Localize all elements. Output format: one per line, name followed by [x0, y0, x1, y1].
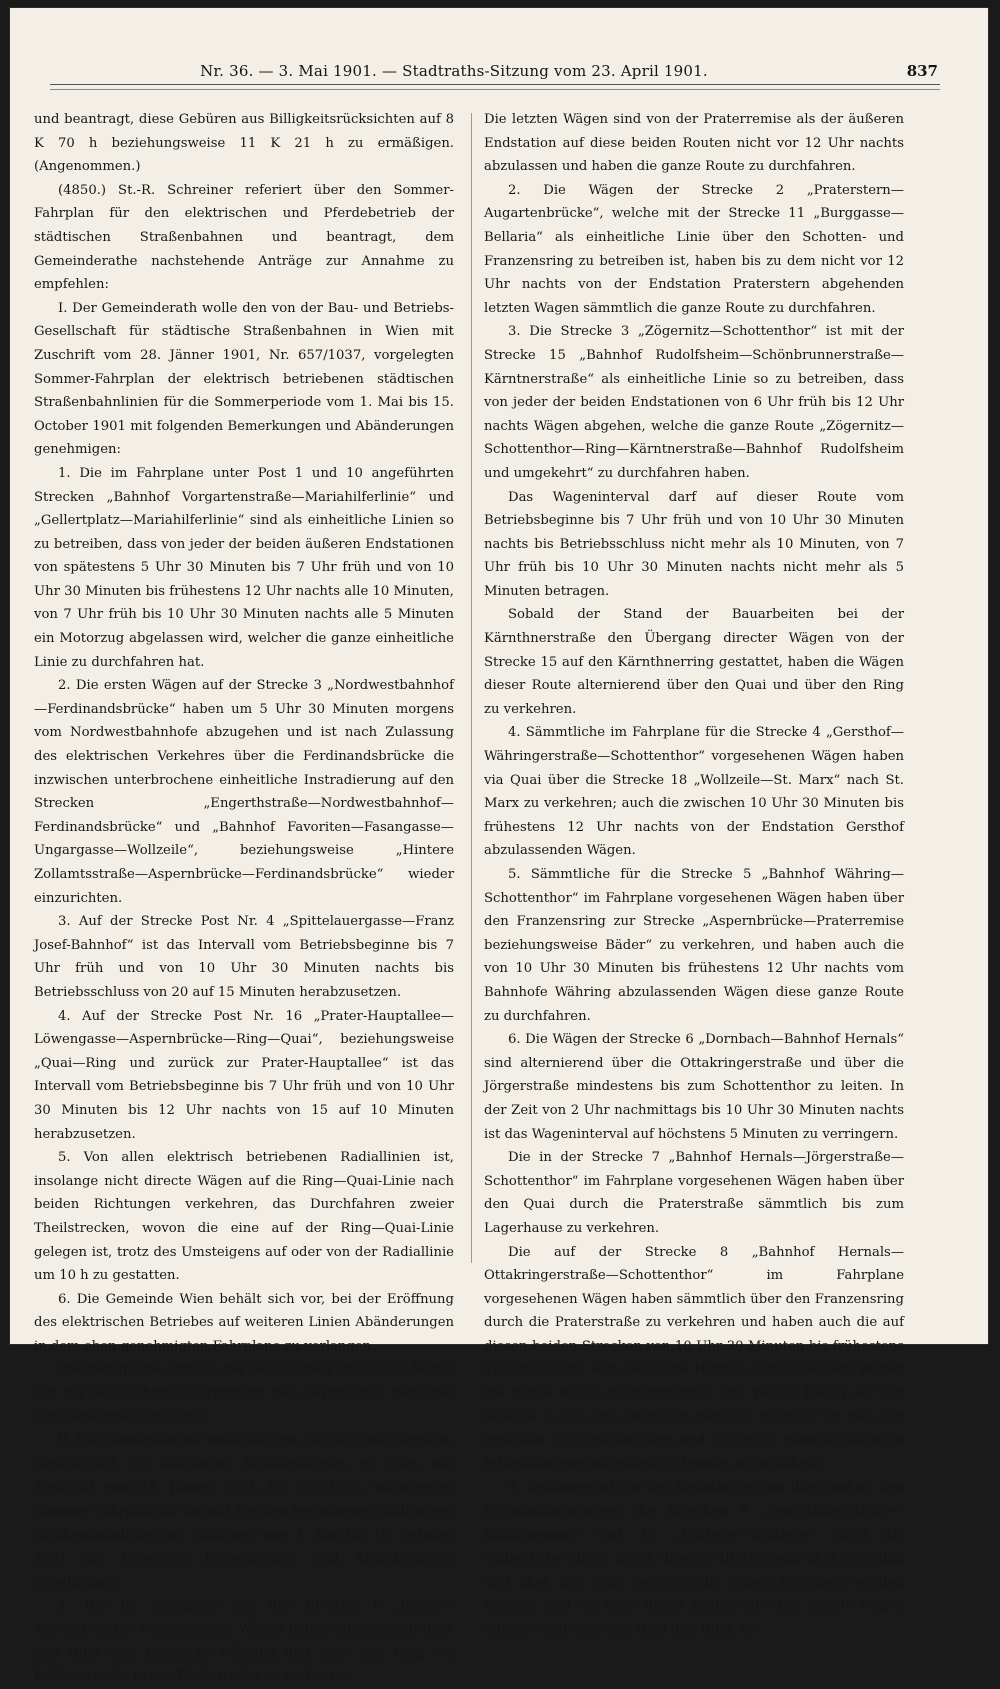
paragraph: und beantragt, diese Gebüren aus Billigkeitsrücksichten auf 8 K 70 h beziehungsweise 11 K 21 h zu ermäßigen. (Angenommen.)	[34, 112, 454, 175]
page-number: 837	[906, 62, 938, 80]
paragraph: 1. Die im Fahrplane auf der Strecke 1 „Bäder—Aspernbrücke“ vorgesehenen Wägen haben alternierend über den Quai zum Bahnhofe Währing und über den Ring via Bellariastraße in die Thaliastraße zu verkehren.	[34, 1598, 454, 1685]
paragraph: 6. Die Gemeinde Wien behält sich vor, bei der Eröffnung des elektrischen Betriebes auf weiteren Linien Abänderungen in dem oben genehmigten Fahrplane zu verlangen.	[34, 1291, 454, 1354]
newspaper-page	[10, 8, 988, 1685]
paragraph: 2. Die Wägen der Strecke 2 „Praterstern—Augartenbrücke“, welche mit der Strecke 11 „Burggasse—Bellaria“ als einheitliche Linie über den Schotten- und Franzensring zu betreiben ist, haben bis zu dem nicht vor 12 Uhr nachts von der Endstation Praterstern abgehenden letzten Wagen sämmtlich die ganze Route zu durchfahren.	[484, 182, 904, 316]
paragraph: 2. Die ersten Wägen auf der Strecke 3 „Nordwestbahnhof—Ferdinandsbrücke“ haben um 5 Uhr 30 Minuten morgens vom Nordwestbahnhofe abzugehen und ist nach Zulassung des elektrischen Verkehres über die Ferdinandsbrücke die inzwischen unterbrochene einheitliche Instradierung auf den Strecken „Engerthstraße—Nordwestbahnhof—Ferdinandsbrücke“ und „Bahnhof Favoriten—Fasangasse—Ungargasse—Wollzeile“, beziehungsweise „Hintere Zollamtsstraße—Aspernbrücke—Ferdinandsbrücke“ wieder einzurichten.	[34, 678, 454, 906]
paragraph: I. Der Gemeinderath wolle den von der Bau- und Betriebs-Gesellschaft für städtische Straßenbahnen in Wien mit Zuschrift vom 28. Jänner 1901, Nr. 657/1037, vorgelegten Sommer-Fahrplan der elektrisch betriebenen städtischen Straßenbahnlinien für die Sommerperiode vom 1. Mai bis 15. October 1901 mit folgenden Bemerkungen und Abänderungen genehmigen:	[34, 300, 454, 458]
paragraph: 3. Auf der Strecke Post Nr. 4 „Spittelauergasse—Franz Josef-Bahnhof“ ist das Intervall vom Betriebsbeginne bis 7 Uhr früh und von 10 Uhr 30 Minuten nachts bis Betriebsschluss von 20 auf 15 Minuten herabzusetzen.	[34, 914, 454, 1000]
paragraph: Sobald der Stand der Bauarbeiten bei der Kärnthnerstraße den Übergang directer Wägen von der Strecke 15 auf den Kärnthnerring gestattet, haben die Wägen dieser Route alternierend über den Quai und über den Ring zu verkehren.	[484, 607, 904, 717]
paragraph: (4850.) St.-R. Schreiner referiert über den Sommer-Fahrplan für den elektrischen und Pferdebetrieb der städtischen Straßenbahnen und beantragt, dem Gemeinderathe nachstehende Anträge zur Annahme zu empfehlen:	[34, 182, 454, 293]
paragraph: 3. Die Strecke 3 „Zögernitz—Schottenthor“ ist mit der Strecke 15 „Bahnhof Rudolfsheim—Schönbrunnerstraße—Kärntnerstraße“ als einheitliche Linie so zu betreiben, dass von jeder der beiden Endstationen von 6 Uhr früh bis 12 Uhr nachts Wägen abgehen, welche die ganze Route „Zögernitz—Schottenthor—Ring—Kärntnerstraße—Bahnhof Rudolfsheim und umgekehrt“ zu durchfahren haben.	[484, 324, 904, 481]
paragraph: 4. Auf der Strecke Post Nr. 16 „Prater-Hauptallee—Löwengasse—Aspernbrücke—Ring—Quai“, beziehungsweise „Quai—Ring und zurück zur Prater-Hauptallee“ ist das Intervall vom Betriebsbeginne bis 7 Uhr früh und von 10 Uhr 30 Minuten bis 12 Uhr nachts von 15 auf 10 Minuten herabzusetzen.	[34, 1008, 454, 1142]
header-rule	[50, 84, 940, 90]
paragraph: 7. Insolange infolge der Bauarbeiten am Ring und an den Einmündungscurven die Strecken 9 „Josefstädterstraße—Stadiongasse“ und 19 „Erdberg—Wollzeile“ nicht als einheitliche Linien durch directe, alternierend über den Ring und über den Quai verkehrende Wägen betrieben werden können, sind von einer dieser beiden Strecken directe Wägen alternierend über den Quai und Ring, be-	[484, 1480, 904, 1637]
paragraph: Die letzten Wägen sind von der Praterremise als der äußeren Endstation auf diese beiden Routen nicht vor 12 Uhr nachts abzulassen und haben die ganze Route zu durchfahren.	[484, 112, 904, 175]
paragraph: 5. Sämmtliche für die Strecke 5 „Bahnhof Währing—Schottenthor“ im Fahrplane vorgesehenen Wägen haben über den Franzensring zur Strecke „Aspernbrücke—Praterremise beziehungsweise Bäder“ zu verkehren, und haben auch die von 10 Uhr 30 Minuten bis frühestens 12 Uhr nachts vom Bahnhofe Währing abzulassenden Wägen diese ganze Route zu durchfahren.	[484, 867, 904, 1024]
paragraph: 5. Von allen elektrisch betriebenen Radiallinien ist, insolange nicht directe Wägen auf die Ring—Quai-Linie nach beiden Richtungen verkehren, das Durchfahren zweier Theilstrecken, wovon die eine auf der Ring—Quai-Linie gelegen ist, trotz des Umsteigens auf oder von der Radiallinie um 10 h zu gestatten.	[34, 1150, 454, 1284]
paragraph: 1. Die im Fahrplane unter Post 1 und 10 angeführten Strecken „Bahnhof Vorgartenstraße—Mariahilferlinie“ und „Gellertplatz—Mariahilferlinie“ sind als einheitliche Linien so zu betreiben, dass von jeder der beiden äußeren Endstationen von spätestens 5 Uhr 30 Minuten bis 7 Uhr früh und von 10 Uhr 30 Minuten bis frühestens 12 Uhr nachts alle 10 Minuten, von 7 Uhr früh bis 10 Uhr 30 Minuten nachts alle 5 Minuten ein Motorzug abgelassen wird, welcher die ganze einheitliche Linie zu durchfahren hat.	[34, 465, 454, 670]
right-column	[484, 108, 904, 1637]
left-column	[34, 108, 454, 1685]
paragraph: 4. Sämmtliche im Fahrplane für die Strecke 4 „Gersthof—Währingerstraße—Schottenthor“ vorgesehenen Wägen haben via Quai über die Strecke 18 „Wollzeile—St. Marx“ nach St. Marx zu verkehren; auch die zwischen 10 Uhr 30 Minuten bis frühestens 12 Uhr nachts von der Endstation Gersthof abzulassenden Wägen.	[484, 725, 904, 859]
paragraph: Die auf der Strecke 8 „Bahnhof Hernals—Ottakringerstraße—Schottenthor“ im Fahrplane vorgesehenen Wägen haben sämmtlich über den Franzensring durch die Praterstraße zu verkehren und haben auch die auf diesen beiden Strecken von 10 Uhr 30 Minuten bis frühestens 12 Uhr nachts vom Bahnhofe Hernals abzulassenden Wägen die ganze Route zu durchfahren. Die Wägen haben auf der Strecke 6, das ist „Dornbach-Bahnhof Hernals“ in der Zeit zwischen 2 Uhr nachmittags und 10 Uhr 30 Minuten nachts in Intervallen von höchstens 5 Minuten zu verkehren.	[484, 1244, 904, 1472]
running-head: Nr. 36. — 3. Mai 1901. — Stadtraths-Sitzung vom 23. April 1901.	[200, 62, 708, 80]
paragraph: II. Der Gemeinderath wolle den von der Bau- und Betriebs-Gesellschaft für städtische Straßenbahnen in Wien mit Zuschrift vom 28. Jänner 1901, Nr. 657/1037, vorgelegten Sommer-Fahrplan für die mit Pferden betriebenen städtischen Straßenbahnlinien mit Giltigkeit vom 1. Mai bis 15. October 1901 mit folgenden Bemerkungen und Abänderungen genehmigen:	[34, 1433, 454, 1590]
paragraph: Das Wageninterval darf auf dieser Route vom Betriebsbeginne bis 7 Uhr früh und von 10 Uhr 30 Minuten nachts bis Betriebsschluss nicht mehr als 10 Minuten, von 7 Uhr früh bis 10 Uhr 30 Minuten nachts nicht mehr als 5 Minuten betragen.	[484, 489, 904, 599]
paragraph: Diesbezügliche Anträge der Gesellschaft sind einen Monat vor der beabsichtigten Eröffnung des elektrischen Betriebes der Gemeinde vorzulegen.	[34, 1362, 454, 1425]
page-header	[30, 58, 938, 84]
paragraph: 6. Die Wägen der Strecke 6 „Dornbach—Bahnhof Hernals“ sind alternierend über die Ottakringerstraße und über die Jörgerstraße mindestens bis zum Schottenthor zu leiten. In der Zeit von 2 Uhr nachmittags bis 10 Uhr 30 Minuten nachts ist das Wageninterval auf höchstens 5 Minuten zu verringern.	[484, 1032, 904, 1142]
paragraph: Die in der Strecke 7 „Bahnhof Hernals—Jörgerstraße—Schottenthor“ im Fahrplane vorgesehenen Wägen haben über den Quai durch die Praterstraße sämmtlich bis zum Lagerhause zu verkehren.	[484, 1150, 904, 1236]
column-rule	[471, 113, 472, 1263]
